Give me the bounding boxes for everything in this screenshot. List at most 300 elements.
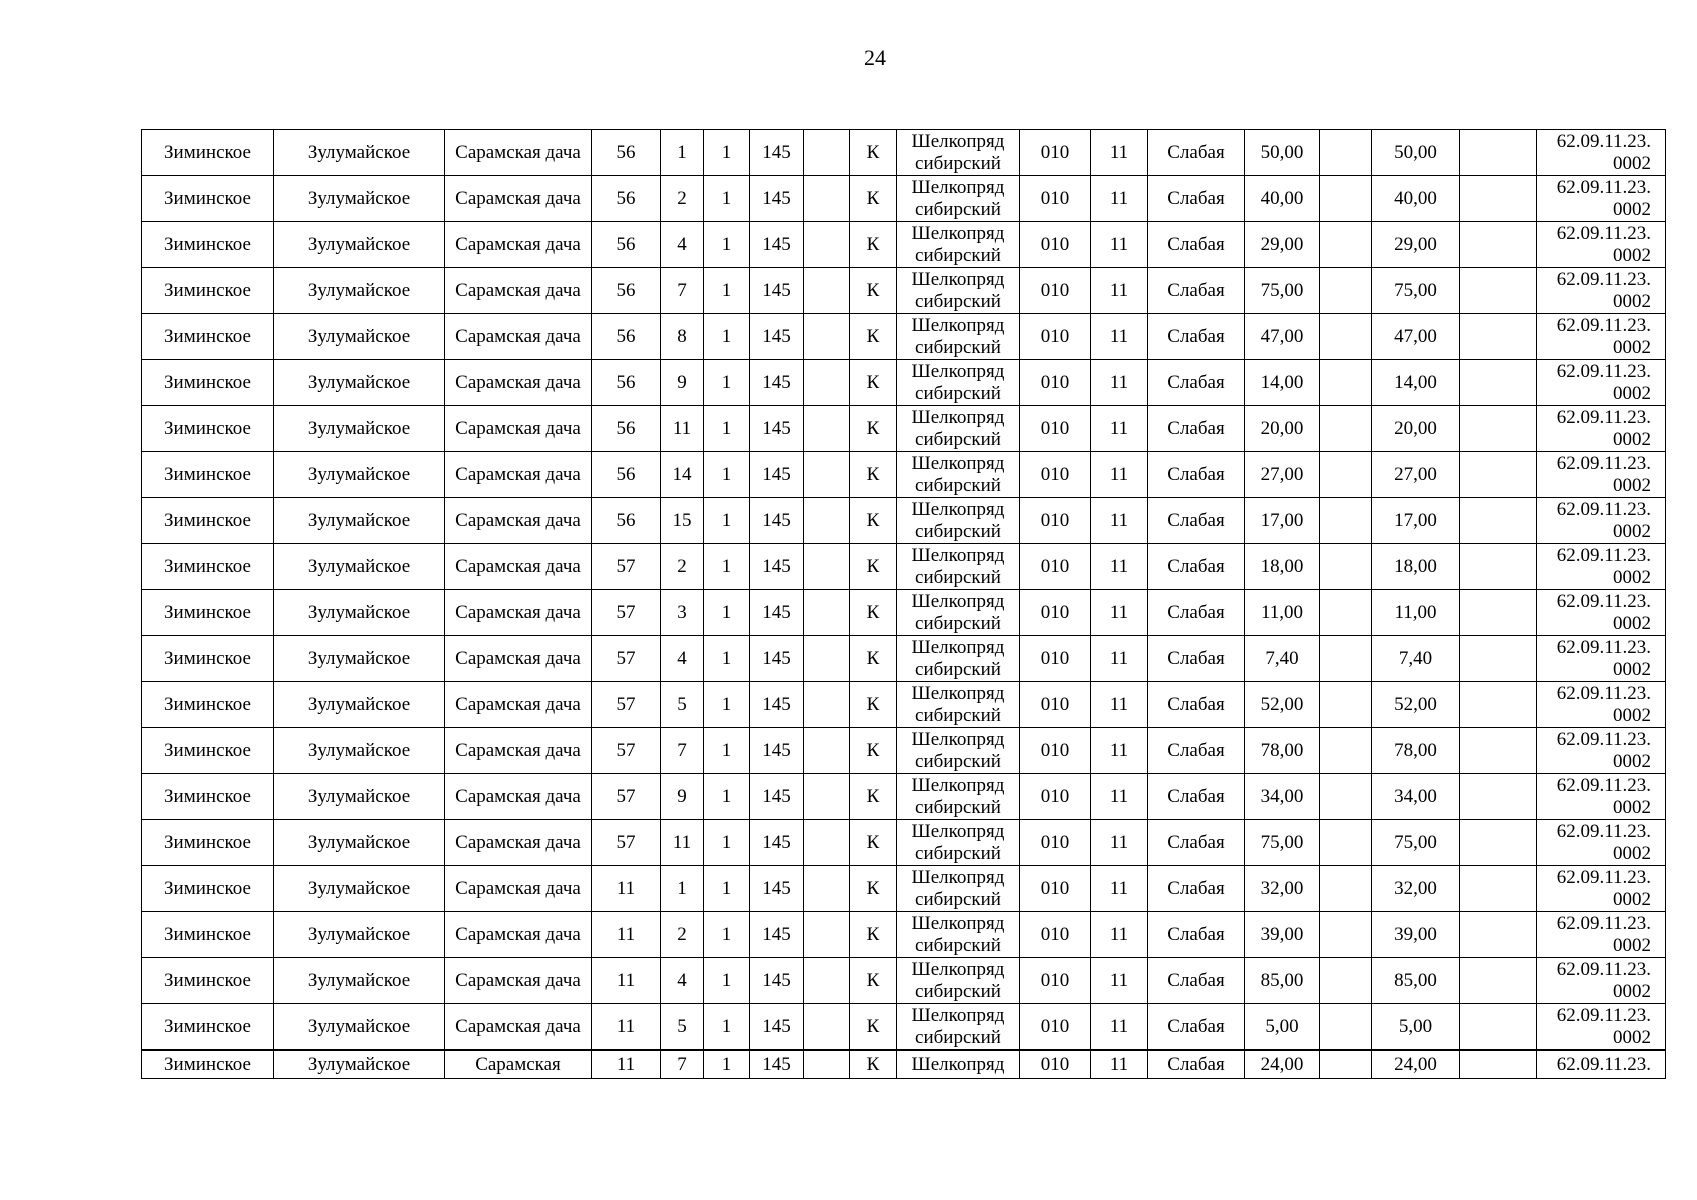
tract-cell: Сарамская дача bbox=[445, 590, 592, 636]
okpd-code-cell: 62.09.11.23. 0002 bbox=[1537, 866, 1666, 912]
pest-code-cell: 010 bbox=[1020, 728, 1091, 774]
severity-cell: Слабая bbox=[1148, 912, 1245, 958]
blank-cell-1 bbox=[804, 682, 850, 728]
district-forestry-cell: Зулумайское bbox=[274, 958, 445, 1004]
pest-code-cell: 010 bbox=[1020, 452, 1091, 498]
quarter-cell: 56 bbox=[592, 314, 661, 360]
forestry-cell: Зиминское bbox=[142, 866, 274, 912]
compartment-cell: 11 bbox=[661, 406, 704, 452]
okpd-code-cell: 62.09.11.23. 0002 bbox=[1537, 268, 1666, 314]
blank-cell-2 bbox=[1320, 268, 1372, 314]
pest-code-cell: 010 bbox=[1020, 406, 1091, 452]
species-cell: К bbox=[850, 314, 897, 360]
pest-cell: Шелкопряд сибирский bbox=[897, 452, 1020, 498]
forestry-cell: Зиминское bbox=[142, 1050, 274, 1079]
year-cell: 11 bbox=[1091, 958, 1148, 1004]
blank-cell-2 bbox=[1320, 774, 1372, 820]
okpd-code-cell: 62.09.11.23. 0002 bbox=[1537, 222, 1666, 268]
area-weak-cell: 24,00 bbox=[1372, 1050, 1460, 1079]
compartment-cell: 11 bbox=[661, 820, 704, 866]
sub-compartment-cell: 1 bbox=[704, 452, 750, 498]
area-weak-cell: 11,00 bbox=[1372, 590, 1460, 636]
severity-cell: Слабая bbox=[1148, 498, 1245, 544]
compartment-cell: 7 bbox=[661, 1050, 704, 1079]
species-cell: К bbox=[850, 590, 897, 636]
okpd-code-cell: 62.09.11.23. 0002 bbox=[1537, 1004, 1666, 1051]
district-forestry-cell: Зулумайское bbox=[274, 728, 445, 774]
area-code-cell: 145 bbox=[750, 774, 804, 820]
blank-cell-2 bbox=[1320, 1050, 1372, 1079]
severity-cell: Слабая bbox=[1148, 728, 1245, 774]
tract-cell: Сарамская дача bbox=[445, 222, 592, 268]
species-cell: К bbox=[850, 958, 897, 1004]
area-weak-cell: 40,00 bbox=[1372, 176, 1460, 222]
tract-cell: Сарамская дача bbox=[445, 682, 592, 728]
blank-cell-1 bbox=[804, 590, 850, 636]
blank-cell-3 bbox=[1460, 728, 1537, 774]
quarter-cell: 56 bbox=[592, 268, 661, 314]
compartment-cell: 1 bbox=[661, 866, 704, 912]
area-weak-cell: 47,00 bbox=[1372, 314, 1460, 360]
severity-cell: Слабая bbox=[1148, 314, 1245, 360]
blank-cell-1 bbox=[804, 866, 850, 912]
area-total-cell: 27,00 bbox=[1245, 452, 1320, 498]
year-cell: 11 bbox=[1091, 820, 1148, 866]
blank-cell-3 bbox=[1460, 682, 1537, 728]
table-row bbox=[142, 498, 1666, 544]
okpd-code-cell: 62.09.11.23. 0002 bbox=[1537, 406, 1666, 452]
table-row bbox=[142, 544, 1666, 590]
compartment-cell: 8 bbox=[661, 314, 704, 360]
year-cell: 11 bbox=[1091, 544, 1148, 590]
year-cell: 11 bbox=[1091, 912, 1148, 958]
area-total-cell: 85,00 bbox=[1245, 958, 1320, 1004]
pest-cell: Шелкопряд сибирский bbox=[897, 1004, 1020, 1051]
blank-cell-1 bbox=[804, 1004, 850, 1051]
tract-cell: Сарамская дача bbox=[445, 498, 592, 544]
blank-cell-3 bbox=[1460, 406, 1537, 452]
blank-cell-1 bbox=[804, 728, 850, 774]
area-total-cell: 75,00 bbox=[1245, 820, 1320, 866]
compartment-cell: 7 bbox=[661, 268, 704, 314]
species-cell: К bbox=[850, 268, 897, 314]
quarter-cell: 56 bbox=[592, 176, 661, 222]
okpd-code-cell: 62.09.11.23. 0002 bbox=[1537, 314, 1666, 360]
tract-cell: Сарамская дача bbox=[445, 130, 592, 176]
compartment-cell: 15 bbox=[661, 498, 704, 544]
district-forestry-cell: Зулумайское bbox=[274, 406, 445, 452]
pest-code-cell: 010 bbox=[1020, 360, 1091, 406]
district-forestry-cell: Зулумайское bbox=[274, 820, 445, 866]
sub-compartment-cell: 1 bbox=[704, 958, 750, 1004]
area-weak-cell: 39,00 bbox=[1372, 912, 1460, 958]
area-weak-cell: 75,00 bbox=[1372, 820, 1460, 866]
blank-cell-1 bbox=[804, 130, 850, 176]
forestry-cell: Зиминское bbox=[142, 360, 274, 406]
year-cell: 11 bbox=[1091, 452, 1148, 498]
species-cell: К bbox=[850, 820, 897, 866]
species-cell: К bbox=[850, 222, 897, 268]
area-code-cell: 145 bbox=[750, 176, 804, 222]
quarter-cell: 56 bbox=[592, 406, 661, 452]
severity-cell: Слабая bbox=[1148, 774, 1245, 820]
species-cell: К bbox=[850, 636, 897, 682]
year-cell: 11 bbox=[1091, 498, 1148, 544]
compartment-cell: 7 bbox=[661, 728, 704, 774]
table-row bbox=[142, 130, 1666, 176]
district-forestry-cell: Зулумайское bbox=[274, 452, 445, 498]
table-row bbox=[142, 820, 1666, 866]
area-code-cell: 145 bbox=[750, 268, 804, 314]
quarter-cell: 57 bbox=[592, 728, 661, 774]
area-code-cell: 145 bbox=[750, 314, 804, 360]
forestry-cell: Зиминское bbox=[142, 636, 274, 682]
species-cell: К bbox=[850, 1050, 897, 1079]
blank-cell-2 bbox=[1320, 912, 1372, 958]
okpd-code-cell: 62.09.11.23. 0002 bbox=[1537, 958, 1666, 1004]
year-cell: 11 bbox=[1091, 1050, 1148, 1079]
severity-cell: Слабая bbox=[1148, 452, 1245, 498]
area-code-cell: 145 bbox=[750, 866, 804, 912]
blank-cell-3 bbox=[1460, 314, 1537, 360]
forestry-cell: Зиминское bbox=[142, 820, 274, 866]
tract-cell: Сарамская дача bbox=[445, 728, 592, 774]
tract-cell: Сарамская дача bbox=[445, 360, 592, 406]
severity-cell: Слабая bbox=[1148, 1050, 1245, 1079]
tract-cell: Сарамская дача bbox=[445, 268, 592, 314]
forestry-cell: Зиминское bbox=[142, 958, 274, 1004]
year-cell: 11 bbox=[1091, 866, 1148, 912]
area-code-cell: 145 bbox=[750, 1004, 804, 1051]
area-total-cell: 39,00 bbox=[1245, 912, 1320, 958]
forestry-cell: Зиминское bbox=[142, 774, 274, 820]
sub-compartment-cell: 1 bbox=[704, 268, 750, 314]
severity-cell: Слабая bbox=[1148, 268, 1245, 314]
okpd-code-cell: 62.09.11.23. 0002 bbox=[1537, 130, 1666, 176]
pest-cell: Шелкопряд сибирский bbox=[897, 866, 1020, 912]
district-forestry-cell: Зулумайское bbox=[274, 1004, 445, 1051]
blank-cell-1 bbox=[804, 268, 850, 314]
species-cell: К bbox=[850, 774, 897, 820]
blank-cell-3 bbox=[1460, 958, 1537, 1004]
quarter-cell: 57 bbox=[592, 544, 661, 590]
table-row bbox=[142, 406, 1666, 452]
area-weak-cell: 18,00 bbox=[1372, 544, 1460, 590]
district-forestry-cell: Зулумайское bbox=[274, 268, 445, 314]
area-weak-cell: 52,00 bbox=[1372, 682, 1460, 728]
blank-cell-3 bbox=[1460, 176, 1537, 222]
pest-cell: Шелкопряд сибирский bbox=[897, 590, 1020, 636]
sub-compartment-cell: 1 bbox=[704, 130, 750, 176]
forestry-cell: Зиминское bbox=[142, 912, 274, 958]
sub-compartment-cell: 1 bbox=[704, 636, 750, 682]
species-cell: К bbox=[850, 544, 897, 590]
okpd-code-cell: 62.09.11.23. 0002 bbox=[1537, 636, 1666, 682]
forestry-cell: Зиминское bbox=[142, 544, 274, 590]
area-total-cell: 47,00 bbox=[1245, 314, 1320, 360]
area-weak-cell: 7,40 bbox=[1372, 636, 1460, 682]
year-cell: 11 bbox=[1091, 728, 1148, 774]
severity-cell: Слабая bbox=[1148, 590, 1245, 636]
pest-code-cell: 010 bbox=[1020, 1050, 1091, 1079]
tract-cell: Сарамская дача bbox=[445, 1004, 592, 1051]
table-row bbox=[142, 1004, 1666, 1051]
page-number: 24 bbox=[864, 45, 886, 70]
species-cell: К bbox=[850, 406, 897, 452]
pest-code-cell: 010 bbox=[1020, 636, 1091, 682]
okpd-code-cell: 62.09.11.23. 0002 bbox=[1537, 452, 1666, 498]
sub-compartment-cell: 1 bbox=[704, 360, 750, 406]
severity-cell: Слабая bbox=[1148, 406, 1245, 452]
table-row bbox=[142, 360, 1666, 406]
area-code-cell: 145 bbox=[750, 130, 804, 176]
species-cell: К bbox=[850, 176, 897, 222]
tract-cell: Сарамская дача bbox=[445, 774, 592, 820]
sub-compartment-cell: 1 bbox=[704, 314, 750, 360]
okpd-code-cell: 62.09.11.23. 0002 bbox=[1537, 176, 1666, 222]
pest-cell: Шелкопряд сибирский bbox=[897, 544, 1020, 590]
area-total-cell: 20,00 bbox=[1245, 406, 1320, 452]
quarter-cell: 56 bbox=[592, 130, 661, 176]
area-weak-cell: 34,00 bbox=[1372, 774, 1460, 820]
table-row bbox=[142, 222, 1666, 268]
table-row bbox=[142, 774, 1666, 820]
quarter-cell: 56 bbox=[592, 222, 661, 268]
okpd-code-cell: 62.09.11.23. 0002 bbox=[1537, 912, 1666, 958]
pest-cell: Шелкопряд сибирский bbox=[897, 406, 1020, 452]
area-total-cell: 40,00 bbox=[1245, 176, 1320, 222]
tract-cell: Сарамская дача bbox=[445, 406, 592, 452]
pest-cell: Шелкопряд сибирский bbox=[897, 636, 1020, 682]
blank-cell-2 bbox=[1320, 866, 1372, 912]
district-forestry-cell: Зулумайское bbox=[274, 866, 445, 912]
okpd-code-cell: 62.09.11.23. 0002 bbox=[1537, 360, 1666, 406]
year-cell: 11 bbox=[1091, 636, 1148, 682]
year-cell: 11 bbox=[1091, 682, 1148, 728]
species-cell: К bbox=[850, 866, 897, 912]
area-weak-cell: 50,00 bbox=[1372, 130, 1460, 176]
table-row bbox=[142, 452, 1666, 498]
blank-cell-2 bbox=[1320, 130, 1372, 176]
severity-cell: Слабая bbox=[1148, 866, 1245, 912]
pest-code-cell: 010 bbox=[1020, 130, 1091, 176]
blank-cell-2 bbox=[1320, 360, 1372, 406]
blank-cell-2 bbox=[1320, 636, 1372, 682]
district-forestry-cell: Зулумайское bbox=[274, 682, 445, 728]
compartment-cell: 2 bbox=[661, 912, 704, 958]
blank-cell-3 bbox=[1460, 820, 1537, 866]
district-forestry-cell: Зулумайское bbox=[274, 544, 445, 590]
pest-cell: Шелкопряд сибирский bbox=[897, 176, 1020, 222]
quarter-cell: 56 bbox=[592, 452, 661, 498]
compartment-cell: 4 bbox=[661, 958, 704, 1004]
severity-cell: Слабая bbox=[1148, 636, 1245, 682]
blank-cell-1 bbox=[804, 958, 850, 1004]
forestry-cell: Зиминское bbox=[142, 728, 274, 774]
area-total-cell: 11,00 bbox=[1245, 590, 1320, 636]
severity-cell: Слабая bbox=[1148, 1004, 1245, 1051]
blank-cell-2 bbox=[1320, 498, 1372, 544]
year-cell: 11 bbox=[1091, 360, 1148, 406]
area-total-cell: 52,00 bbox=[1245, 682, 1320, 728]
okpd-code-cell: 62.09.11.23. 0002 bbox=[1537, 544, 1666, 590]
quarter-cell: 11 bbox=[592, 1050, 661, 1079]
species-cell: К bbox=[850, 452, 897, 498]
blank-cell-2 bbox=[1320, 544, 1372, 590]
compartment-cell: 9 bbox=[661, 774, 704, 820]
pest-code-cell: 010 bbox=[1020, 176, 1091, 222]
table-row bbox=[142, 314, 1666, 360]
blank-cell-3 bbox=[1460, 774, 1537, 820]
blank-cell-3 bbox=[1460, 912, 1537, 958]
pest-cell: Шелкопряд сибирский bbox=[897, 958, 1020, 1004]
area-weak-cell: 32,00 bbox=[1372, 866, 1460, 912]
quarter-cell: 57 bbox=[592, 820, 661, 866]
year-cell: 11 bbox=[1091, 314, 1148, 360]
compartment-cell: 2 bbox=[661, 176, 704, 222]
sub-compartment-cell: 1 bbox=[704, 544, 750, 590]
sub-compartment-cell: 1 bbox=[704, 728, 750, 774]
pest-cell: Шелкопряд сибирский bbox=[897, 314, 1020, 360]
sub-compartment-cell: 1 bbox=[704, 682, 750, 728]
district-forestry-cell: Зулумайское bbox=[274, 130, 445, 176]
quarter-cell: 57 bbox=[592, 774, 661, 820]
area-weak-cell: 29,00 bbox=[1372, 222, 1460, 268]
year-cell: 11 bbox=[1091, 774, 1148, 820]
sub-compartment-cell: 1 bbox=[704, 406, 750, 452]
area-total-cell: 17,00 bbox=[1245, 498, 1320, 544]
severity-cell: Слабая bbox=[1148, 820, 1245, 866]
blank-cell-2 bbox=[1320, 406, 1372, 452]
pest-code-cell: 010 bbox=[1020, 498, 1091, 544]
blank-cell-1 bbox=[804, 544, 850, 590]
forestry-cell: Зиминское bbox=[142, 222, 274, 268]
sub-compartment-cell: 1 bbox=[704, 176, 750, 222]
table-row bbox=[142, 1050, 1666, 1079]
district-forestry-cell: Зулумайское bbox=[274, 774, 445, 820]
compartment-cell: 9 bbox=[661, 360, 704, 406]
year-cell: 11 bbox=[1091, 268, 1148, 314]
severity-cell: Слабая bbox=[1148, 130, 1245, 176]
blank-cell-1 bbox=[804, 176, 850, 222]
blank-cell-3 bbox=[1460, 590, 1537, 636]
table-row bbox=[142, 268, 1666, 314]
okpd-code-cell: 62.09.11.23. 0002 bbox=[1537, 728, 1666, 774]
area-total-cell: 29,00 bbox=[1245, 222, 1320, 268]
area-code-cell: 145 bbox=[750, 360, 804, 406]
area-weak-cell: 5,00 bbox=[1372, 1004, 1460, 1051]
area-code-cell: 145 bbox=[750, 222, 804, 268]
sub-compartment-cell: 1 bbox=[704, 222, 750, 268]
area-code-cell: 145 bbox=[750, 498, 804, 544]
species-cell: К bbox=[850, 912, 897, 958]
pest-code-cell: 010 bbox=[1020, 314, 1091, 360]
blank-cell-3 bbox=[1460, 1004, 1537, 1051]
area-weak-cell: 14,00 bbox=[1372, 360, 1460, 406]
pest-cell: Шелкопряд сибирский bbox=[897, 820, 1020, 866]
district-forestry-cell: Зулумайское bbox=[274, 590, 445, 636]
year-cell: 11 bbox=[1091, 176, 1148, 222]
pest-cell: Шелкопряд сибирский bbox=[897, 360, 1020, 406]
pest-cell: Шелкопряд сибирский bbox=[897, 682, 1020, 728]
blank-cell-1 bbox=[804, 636, 850, 682]
forestry-cell: Зиминское bbox=[142, 176, 274, 222]
area-weak-cell: 78,00 bbox=[1372, 728, 1460, 774]
area-total-cell: 50,00 bbox=[1245, 130, 1320, 176]
blank-cell-1 bbox=[804, 774, 850, 820]
blank-cell-2 bbox=[1320, 590, 1372, 636]
severity-cell: Слабая bbox=[1148, 544, 1245, 590]
pest-code-cell: 010 bbox=[1020, 912, 1091, 958]
pest-cell: Шелкопряд сибирский bbox=[897, 130, 1020, 176]
area-weak-cell: 20,00 bbox=[1372, 406, 1460, 452]
quarter-cell: 11 bbox=[592, 1004, 661, 1051]
species-cell: К bbox=[850, 682, 897, 728]
blank-cell-1 bbox=[804, 1050, 850, 1079]
severity-cell: Слабая bbox=[1148, 360, 1245, 406]
blank-cell-3 bbox=[1460, 636, 1537, 682]
table-row bbox=[142, 176, 1666, 222]
area-weak-cell: 17,00 bbox=[1372, 498, 1460, 544]
compartment-cell: 2 bbox=[661, 544, 704, 590]
blank-cell-2 bbox=[1320, 682, 1372, 728]
species-cell: К bbox=[850, 360, 897, 406]
pest-cell: Шелкопряд сибирский bbox=[897, 912, 1020, 958]
area-total-cell: 75,00 bbox=[1245, 268, 1320, 314]
blank-cell-2 bbox=[1320, 222, 1372, 268]
pest-code-cell: 010 bbox=[1020, 958, 1091, 1004]
blank-cell-3 bbox=[1460, 544, 1537, 590]
blank-cell-2 bbox=[1320, 314, 1372, 360]
area-weak-cell: 85,00 bbox=[1372, 958, 1460, 1004]
table-row bbox=[142, 728, 1666, 774]
pest-code-cell: 010 bbox=[1020, 682, 1091, 728]
area-weak-cell: 27,00 bbox=[1372, 452, 1460, 498]
area-total-cell: 32,00 bbox=[1245, 866, 1320, 912]
sub-compartment-cell: 1 bbox=[704, 774, 750, 820]
table-body bbox=[142, 130, 1666, 1079]
tract-cell: Сарамская дача bbox=[445, 958, 592, 1004]
quarter-cell: 56 bbox=[592, 498, 661, 544]
year-cell: 11 bbox=[1091, 406, 1148, 452]
area-code-cell: 145 bbox=[750, 406, 804, 452]
quarter-cell: 11 bbox=[592, 912, 661, 958]
species-cell: К bbox=[850, 1004, 897, 1051]
year-cell: 11 bbox=[1091, 222, 1148, 268]
district-forestry-cell: Зулумайское bbox=[274, 636, 445, 682]
blank-cell-3 bbox=[1460, 498, 1537, 544]
area-total-cell: 78,00 bbox=[1245, 728, 1320, 774]
forestry-cell: Зиминское bbox=[142, 406, 274, 452]
blank-cell-1 bbox=[804, 360, 850, 406]
tract-cell: Сарамская дача bbox=[445, 866, 592, 912]
blank-cell-1 bbox=[804, 912, 850, 958]
district-forestry-cell: Зулумайское bbox=[274, 360, 445, 406]
blank-cell-2 bbox=[1320, 176, 1372, 222]
quarter-cell: 56 bbox=[592, 360, 661, 406]
blank-cell-1 bbox=[804, 498, 850, 544]
pest-code-cell: 010 bbox=[1020, 222, 1091, 268]
area-total-cell: 18,00 bbox=[1245, 544, 1320, 590]
severity-cell: Слабая bbox=[1148, 176, 1245, 222]
blank-cell-3 bbox=[1460, 866, 1537, 912]
blank-cell-1 bbox=[804, 820, 850, 866]
okpd-code-cell: 62.09.11.23. 0002 bbox=[1537, 498, 1666, 544]
area-code-cell: 145 bbox=[750, 1050, 804, 1079]
district-forestry-cell: Зулумайское bbox=[274, 1050, 445, 1079]
area-code-cell: 145 bbox=[750, 728, 804, 774]
blank-cell-1 bbox=[804, 314, 850, 360]
